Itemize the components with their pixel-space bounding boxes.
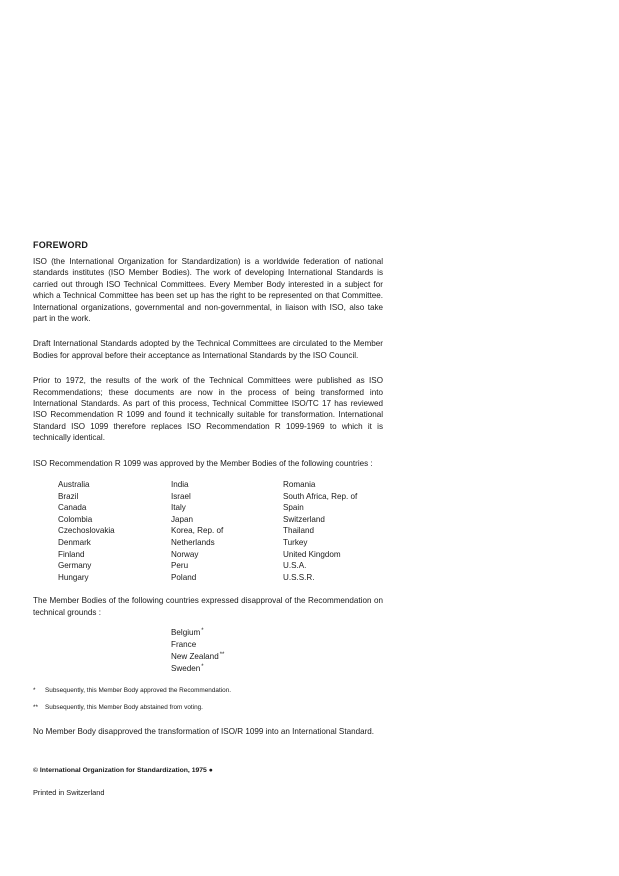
intro-paragraph: ISO (the International Organization for Standardization) is a worldwide federation of national standards institutes (ISO Member Bodies). The work of developing International Standards is carried out through ISO Technical Committees. Every Member Body interested in a subject for which a Technical Committee has been set up has the right to be represented on that Committee. International organizations, governmental and non-governmental, in liaison with ISO, also take part in the work.: [33, 257, 383, 324]
country: Romania: [283, 480, 316, 490]
approving-countries-list: [33, 479, 383, 583]
country-name: Belgium: [171, 627, 201, 637]
country: Korea, Rep. of: [171, 526, 224, 536]
footnote-mark: *: [201, 663, 204, 670]
country: U.S.S.R.: [283, 572, 315, 582]
disapproving-country: [171, 638, 383, 650]
footnote-mark: **: [219, 651, 225, 658]
country-name: New Zealand: [171, 651, 219, 661]
history-paragraph: Prior to 1972, the results of the work of the Technical Committees were published as ISO Recommendations; these documents are now in the process of being transformed into International Standards. As part of this process, Technical Committee ISO/TC 17 has reviewed ISO Recommendation R 1099 and found it technically suitable for transformation. International Standard ISO 1099 therefore replaces ISO Recommendation R 1099-1969 to which it is technically identical.: [33, 376, 383, 443]
country: South Africa, Rep. of: [283, 491, 358, 501]
countries-column-1: [58, 479, 115, 583]
foreword-heading: FOREWORD: [33, 240, 89, 250]
country: Netherlands: [171, 538, 215, 548]
country: Spain: [283, 503, 304, 513]
country: Czechoslovakia: [58, 526, 115, 536]
closing-paragraph: No Member Body disapproved the transformation of ISO/R 1099 into an International Standard.: [33, 726, 375, 736]
country: Brazil: [58, 491, 79, 501]
footnote-text: Subsequently, this Member Body abstained from voting.: [45, 703, 203, 711]
country: Norway: [171, 549, 199, 559]
country: Canada: [58, 503, 87, 513]
country: Germany: [58, 561, 92, 571]
country: United Kingdom: [283, 549, 341, 559]
country: Japan: [171, 514, 194, 524]
country: Turkey: [283, 538, 308, 548]
country: Finland: [58, 549, 85, 559]
country: Colombia: [58, 514, 93, 524]
disapproval-paragraph: The Member Bodies of the following countries expressed disapproval of the Recommendation on technical grounds :: [33, 596, 383, 617]
country: U.S.A.: [283, 561, 307, 571]
country: Denmark: [58, 538, 91, 548]
country: Switzerland: [283, 514, 325, 524]
countries-column-2: [171, 479, 223, 583]
footnotes: [33, 686, 383, 712]
country: Peru: [171, 561, 189, 571]
footnote-symbol: *: [33, 686, 36, 694]
country: Australia: [58, 480, 90, 490]
footnote: [33, 703, 383, 712]
country: Thailand: [283, 526, 315, 536]
footnote-mark: *: [201, 627, 204, 634]
footnote: [33, 686, 383, 695]
country: India: [171, 480, 189, 490]
approval-paragraph: ISO Recommendation R 1099 was approved by the Member Bodies of the following countries :: [33, 458, 373, 468]
country-name: France: [171, 639, 197, 649]
country: Israel: [171, 491, 191, 501]
disapproving-country: [171, 626, 383, 638]
footnote-text: Subsequently, this Member Body approved the Recommendation.: [45, 686, 232, 694]
countries-column-3: [283, 479, 357, 583]
disapproving-country: [171, 650, 383, 662]
country-name: Sweden: [171, 663, 201, 673]
copyright-notice: © International Organization for Standardization, 1975 ●: [33, 767, 213, 775]
country: Italy: [171, 503, 186, 513]
foreword-page: [33, 240, 383, 797]
disapproving-country: [171, 662, 383, 674]
drafts-paragraph: Draft International Standards adopted by the Technical Committees are circulated to the Member Bodies for approval before their acceptance as International Standards by the ISO Council.: [33, 339, 383, 360]
country: Hungary: [58, 572, 89, 582]
printed-in: Printed in Switzerland: [33, 788, 105, 798]
country: Poland: [171, 572, 197, 582]
footnote-symbol: **: [33, 703, 38, 711]
disapproving-countries-list: [171, 626, 383, 674]
